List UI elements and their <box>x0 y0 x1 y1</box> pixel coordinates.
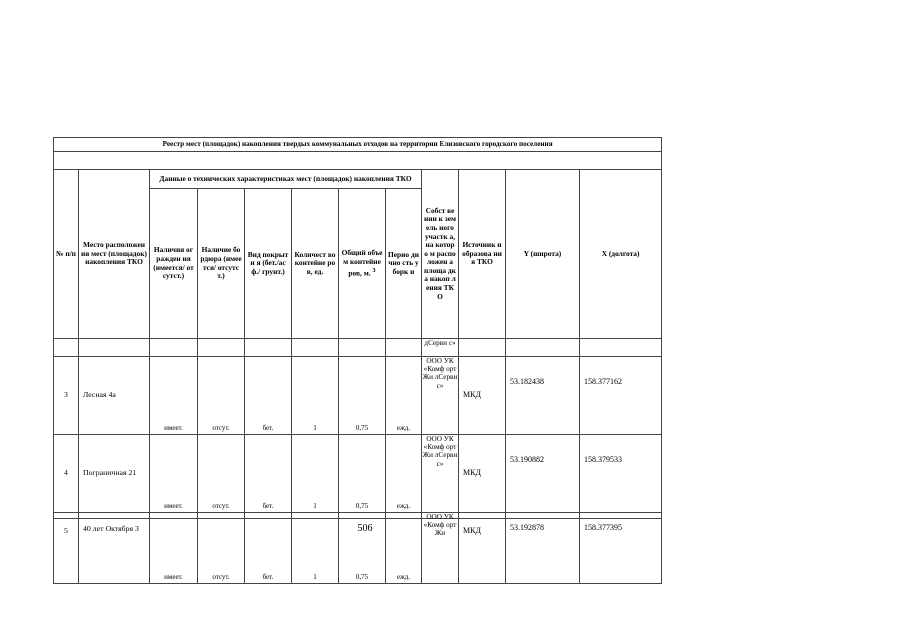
table-row <box>54 435 662 513</box>
cont-cell <box>580 339 662 357</box>
row-num: 3 <box>54 357 79 435</box>
header-fence: Наличия огражден ия (имеется/ отсутст.) <box>150 189 198 339</box>
row-fence: имеет. <box>150 513 198 584</box>
cont-cell <box>79 339 150 357</box>
cont-cell <box>198 339 245 357</box>
header-lat: Y (широта) <box>506 170 580 339</box>
header-volume-text: Общий объем контейне ров, м. <box>341 248 383 278</box>
cont-cell <box>54 339 79 357</box>
row-lat: 53.192878 <box>506 513 580 584</box>
row-surface: бет. <box>245 435 292 513</box>
row-owner: ООО УК «Комф ортЖи лСерви с» <box>422 435 459 513</box>
row-surface: бет. <box>245 357 292 435</box>
cont-cell <box>386 339 422 357</box>
cont-cell <box>150 339 198 357</box>
cont-owner: дСерви с» <box>422 339 459 357</box>
row-address: 40 лет Октября 3 <box>79 513 150 584</box>
row-source: МКД <box>459 513 506 584</box>
header-num: № п/п <box>54 170 79 339</box>
row-surface: бет. <box>245 513 292 584</box>
row-containers: 1 <box>292 357 339 435</box>
row-containers: 1 <box>292 435 339 513</box>
row-frequency: ежд. <box>386 435 422 513</box>
blank-row <box>54 152 662 170</box>
row-lat: 53.190882 <box>506 435 580 513</box>
row-source: МКД <box>459 357 506 435</box>
header-volume <box>339 189 386 339</box>
row-curb: отсут. <box>198 513 245 584</box>
blank-cell <box>54 152 662 170</box>
header-lon: X (долгота) <box>580 170 662 339</box>
header-volume-sup: 3 <box>372 267 376 274</box>
row-owner: ООО УК «Комф ортЖи лСерви с» <box>422 357 459 435</box>
header-tech-group: Данные о технических характеристиках мест (площадок) накопления ТКО <box>150 170 422 189</box>
header-frequency: Перио дично сть уборк и <box>386 189 422 339</box>
header-containers: Количест во контейне ров, ед. <box>292 189 339 339</box>
header-source: Источник и образова ния ТКО <box>459 170 506 339</box>
cont-cell <box>292 339 339 357</box>
table-row <box>54 357 662 435</box>
row-curb: отсут. <box>198 435 245 513</box>
registry-table <box>53 137 662 584</box>
row-curb: отсут. <box>198 357 245 435</box>
row-lon: 158.377395 <box>580 513 662 584</box>
header-location: Место расположения мест (площадок) накопления ТКО <box>79 170 150 339</box>
row-fence: имеет. <box>150 435 198 513</box>
header-surface: Вид покрыти я (бет./асф./ грунт.) <box>245 189 292 339</box>
row-lon: 158.379533 <box>580 435 662 513</box>
row-lat: 53.182438 <box>506 357 580 435</box>
row-source: МКД <box>459 435 506 513</box>
row-frequency: ежд. <box>386 357 422 435</box>
cont-cell <box>506 339 580 357</box>
row-num: 5 <box>54 513 79 584</box>
header-row-1 <box>54 170 662 189</box>
row-address: Пограничная 21 <box>79 435 150 513</box>
row-num: 4 <box>54 435 79 513</box>
cont-cell <box>339 339 386 357</box>
row-volume: 0,75 <box>339 435 386 513</box>
row-fence: имеет. <box>150 357 198 435</box>
row-frequency: ежд. <box>386 513 422 584</box>
row-containers: 1 <box>292 513 339 584</box>
row-lon: 158.377162 <box>580 357 662 435</box>
header-owner: Собст венни к земель ного участк а, на которо м распо ложен а площа дка накоп ления ТКО <box>422 170 459 339</box>
table-title: Реестр мест (площадок) накопления твердых коммунальных отходов на территории Елизовского городского поселения <box>54 138 662 152</box>
header-curb: Наличие бордюра (имеется/ отсутст.) <box>198 189 245 339</box>
cont-cell <box>245 339 292 357</box>
row-volume: 0,75 <box>339 357 386 435</box>
row-address: Лесная 4а <box>79 357 150 435</box>
page-number: 506 <box>357 523 373 534</box>
row-volume: 0,75 <box>339 513 386 584</box>
cont-cell <box>459 339 506 357</box>
row-owner: ООО УК «Комф ортЖи <box>422 513 459 584</box>
continuation-row <box>54 339 662 357</box>
title-row <box>54 138 662 152</box>
